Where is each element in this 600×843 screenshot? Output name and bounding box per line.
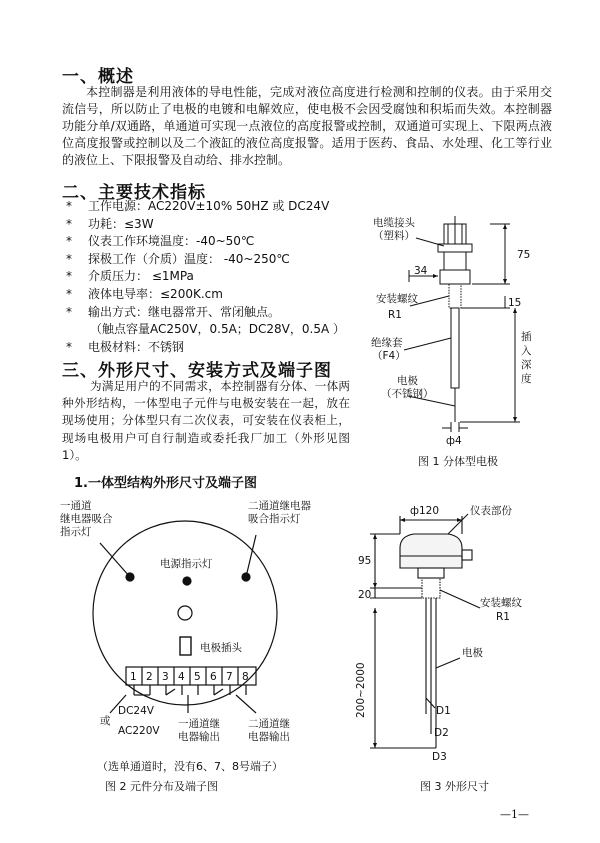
figure-1-caption: 图 1 分体型电极 [418,455,498,468]
dim-75: 75 [517,249,531,261]
spec-item: * 功耗：≤3W [66,216,154,231]
terminal-number: 4 [178,671,185,683]
section-2-title: 二、主要技术指标 [62,183,206,203]
dim-95: 95 [358,555,372,567]
figure-2-note: （选单通道时，没有6、7、8号端子） [97,760,283,773]
terminal-number: 3 [162,671,169,683]
spec-item: * 电极材料：不锈钢 [66,339,185,354]
spec-item: * 介质压力： ≤1MPa [66,269,194,284]
power-label: DC24V [118,705,154,717]
ch2-indicator-label: 二通道继电器 [248,500,311,512]
figure-2-diagram [60,495,320,765]
figure-2-caption: 图 2 元件分布及端子图 [105,780,218,793]
dim-length: 200~2000 [355,662,367,718]
insulator-label: 绝缘套 [371,337,403,349]
terminal-number: 6 [210,671,217,683]
ch1-indicator-label: 指示灯 [60,526,92,538]
terminal-number: 2 [146,671,153,683]
spec-item: * 探极工作（介质）温度： -40~250℃ [66,251,290,266]
ch1-indicator-label: 一通道 [60,500,92,512]
ch1-indicator-label: 继电器吸合 [60,513,113,525]
ch2-output-label: 电器输出 [248,731,290,743]
depth-char: 插 [521,331,532,343]
figure-1-diagram [360,210,580,460]
dim-15: 15 [508,297,522,309]
electrode-material: （不锈钢） [381,388,434,400]
thread-label: 安装螺纹 [480,597,522,609]
dim-20: 20 [358,589,372,601]
dim-120: ф120 [410,505,440,517]
rod-d1: D1 [436,705,451,717]
meter-part-label: 仪表部份 [470,505,512,517]
thread-label: 安装螺纹 [376,293,418,305]
cable-joint-label: 电缆接头 [373,217,415,229]
spec-item: * 输出方式：继电器常开、常闭触点。 [66,304,281,319]
ch2-output-label: 二通道继 [248,718,290,730]
terminal-number: 5 [194,671,201,683]
thread-spec: R1 [388,309,402,321]
terminal-number: 8 [242,671,249,683]
spec-item: * 工作电源：AC220V±10% 50HZ 或 DC24V [66,199,330,213]
power-label: 或 [100,715,111,727]
electrode-label: 电极 [462,647,483,659]
terminal-number: 1 [130,671,137,683]
terminal-number: 7 [226,671,233,683]
spec-list [66,198,356,356]
ch2-indicator-label: 吸合指示灯 [248,513,301,525]
spec-item: （触点容量AC250V，0.5A；DC28V，0.5A ） [90,322,345,337]
depth-char: 入 [521,345,532,357]
spec-item: * 仪表工作环境温度：-40~50℃ [66,234,255,249]
power-label: AC220V [118,725,160,737]
power-indicator-label: 电源指示灯 [160,558,213,570]
dim-34: 34 [414,265,428,277]
dim-diameter: ф4 [446,435,462,447]
electrode-label: 电极 [397,375,418,387]
subsection-title: 1.一体型结构外形尺寸及端子图 [74,476,257,491]
insulator-material: （F4） [372,350,406,362]
ch1-output-label: 一通道继 [178,718,220,730]
section-1-title: 一、概述 [62,67,134,87]
section-3-title: 三、外形尺寸、安装方式及端子图 [62,361,332,381]
section-3-body: 为满足用户的不同需求，本控制器有分体、一体两种外形结构，一体型电子元件与电极安装在一起，放在现场使用；分体型只有二次仪表，可安装在仪表柜上，现场电极用户可自行制造或委托我厂加工（外形见图1）。 [62,379,350,462]
thread-spec: R1 [496,611,510,623]
electrode-socket-label: 电极插头 [200,642,242,654]
depth-char: 度 [521,373,532,385]
figure-3-caption: 图 3 外形尺寸 [420,780,489,793]
spec-item: * 液体电导率：≤200K.cm [66,286,223,301]
figure-3-diagram [330,498,580,768]
ch1-output-label: 电器输出 [178,731,220,743]
section-1-body: 本控制器是利用液体的导电性能，完成对液位高度进行检测和控制的仪表。由于采用交流信号，所以防止了电极的电镀和电解效应，使电极不会因受腐蚀和积垢而失效。本控制器功能分单/双通路，单通道可实现一点液位的高度报警或控制，双通道可实现上、下限两点液位高度报警或控制以及二个液缸的液位高度报警。适用于医药、食品、水处理、化工等行业的液位上、下限报警及自动给、排水控制。 [62,85,552,167]
rod-d2: D2 [434,727,449,739]
rod-d3: D3 [432,751,447,763]
cable-joint-material: （塑料） [373,230,415,242]
page-number: —1— [500,808,529,821]
depth-char: 深 [521,359,532,371]
